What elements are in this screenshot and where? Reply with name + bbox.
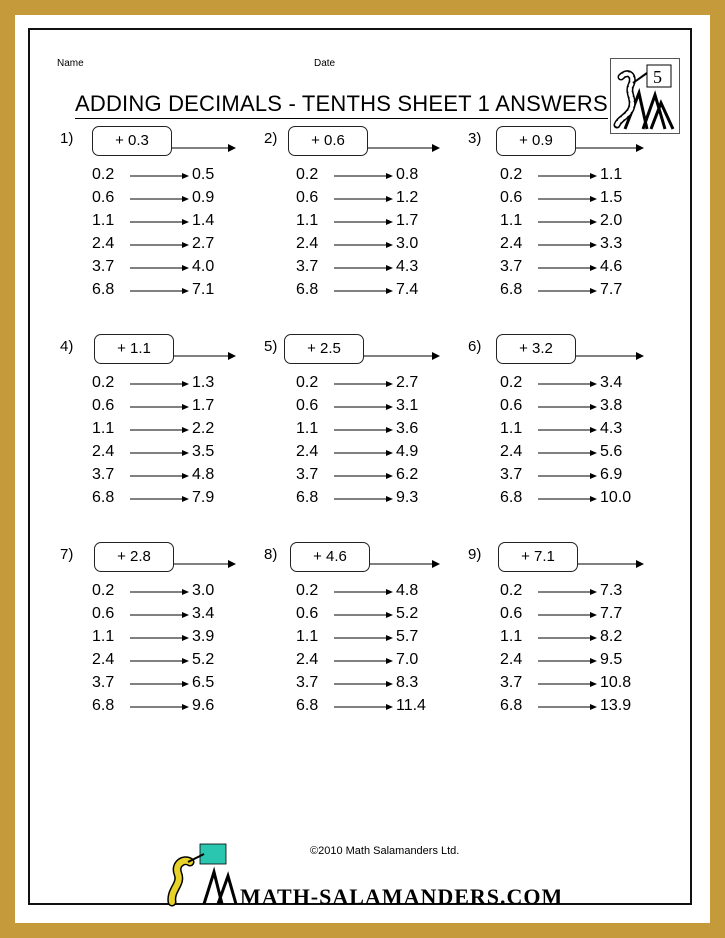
- answer-value: 1.2: [396, 189, 419, 206]
- right-arrow-icon: [334, 633, 394, 643]
- input-value: 3.7: [92, 466, 115, 483]
- right-arrow-icon: [130, 633, 190, 643]
- input-output-row: [296, 605, 466, 628]
- input-output-row: [92, 443, 262, 466]
- input-value: 0.6: [92, 605, 115, 622]
- problem-9: [468, 546, 658, 746]
- right-arrow-icon: [538, 217, 598, 227]
- answer-value: 10.8: [600, 674, 632, 691]
- input-output-row: [92, 281, 262, 304]
- input-value: 1.1: [92, 628, 115, 645]
- input-value: 2.4: [296, 235, 319, 252]
- problem-number: 8): [264, 546, 278, 563]
- right-arrow-icon: [538, 679, 598, 689]
- right-arrow-icon: [130, 494, 190, 504]
- input-value: 2.4: [92, 443, 115, 460]
- right-arrow-icon: [334, 587, 394, 597]
- input-value: 0.2: [92, 166, 115, 183]
- answer-value: 4.9: [396, 443, 419, 460]
- input-output-row: [296, 374, 466, 397]
- input-value: 0.2: [296, 582, 319, 599]
- right-arrow-icon: [130, 194, 190, 204]
- operator-box: + 3.2: [496, 334, 576, 364]
- input-value: 0.6: [296, 605, 319, 622]
- answer-value: 4.3: [600, 420, 623, 437]
- answer-value: 7.3: [600, 582, 623, 599]
- input-output-row: [92, 374, 262, 397]
- input-value: 6.8: [296, 697, 319, 714]
- answer-value: 13.9: [600, 697, 632, 714]
- input-value: 0.6: [296, 397, 319, 414]
- input-value: 3.7: [296, 674, 319, 691]
- answer-value: 6.5: [192, 674, 215, 691]
- input-output-row: [296, 466, 466, 489]
- input-output-row: [500, 374, 670, 397]
- right-arrow-icon: [130, 448, 190, 458]
- input-output-row: [500, 628, 670, 651]
- input-output-row: [92, 258, 262, 281]
- operator-box: + 7.1: [498, 542, 578, 572]
- answer-value: 2.0: [600, 212, 623, 229]
- answer-value: 7.7: [600, 281, 623, 298]
- input-value: 2.4: [92, 235, 115, 252]
- input-output-list: [92, 374, 262, 512]
- right-arrow-icon: [538, 425, 598, 435]
- input-output-row: [296, 489, 466, 512]
- input-output-row: [296, 582, 466, 605]
- input-value: 0.2: [296, 166, 319, 183]
- input-output-row: [92, 628, 262, 651]
- answer-value: 7.9: [192, 489, 215, 506]
- input-value: 2.4: [296, 443, 319, 460]
- problem-4: [60, 338, 250, 538]
- input-output-row: [296, 166, 466, 189]
- answer-value: 2.2: [192, 420, 215, 437]
- right-arrow-icon: [334, 194, 394, 204]
- input-value: 0.2: [500, 582, 523, 599]
- input-value: 3.7: [92, 674, 115, 691]
- answer-value: 0.9: [192, 189, 215, 206]
- problem-number: 7): [60, 546, 74, 563]
- copyright-text: ©2010 Math Salamanders Ltd.: [310, 845, 460, 857]
- answer-value: 9.6: [192, 697, 215, 714]
- input-value: 3.7: [500, 258, 523, 275]
- right-arrow-icon: [130, 471, 190, 481]
- input-value: 3.7: [92, 258, 115, 275]
- problem-8: [264, 546, 454, 746]
- input-value: 6.8: [92, 697, 115, 714]
- answer-value: 3.5: [192, 443, 215, 460]
- right-arrow-icon: [130, 379, 190, 389]
- input-value: 1.1: [500, 420, 523, 437]
- input-value: 0.6: [92, 397, 115, 414]
- input-value: 0.6: [500, 189, 523, 206]
- operator-box: + 2.5: [284, 334, 364, 364]
- answer-value: 2.7: [192, 235, 215, 252]
- input-output-row: [92, 605, 262, 628]
- right-arrow-icon: [334, 702, 394, 712]
- input-output-row: [500, 212, 670, 235]
- answer-value: 8.3: [396, 674, 419, 691]
- answer-value: 1.7: [192, 397, 215, 414]
- input-value: 0.2: [92, 374, 115, 391]
- problem-3: [468, 130, 658, 330]
- input-output-row: [296, 258, 466, 281]
- input-output-row: [92, 466, 262, 489]
- right-arrow-icon: [334, 240, 394, 250]
- input-output-row: [296, 420, 466, 443]
- right-arrow-icon: [538, 240, 598, 250]
- input-value: 3.7: [500, 674, 523, 691]
- input-value: 6.8: [296, 489, 319, 506]
- input-output-row: [92, 697, 262, 720]
- input-output-row: [92, 420, 262, 443]
- answer-value: 1.5: [600, 189, 623, 206]
- input-output-row: [296, 235, 466, 258]
- input-value: 2.4: [500, 443, 523, 460]
- right-arrow-icon: [334, 494, 394, 504]
- input-value: 1.1: [92, 420, 115, 437]
- input-output-row: [500, 674, 670, 697]
- right-arrow-icon: [334, 286, 394, 296]
- name-label: Name: [57, 58, 84, 69]
- right-arrow-icon: [334, 171, 394, 181]
- right-arrow-icon: [334, 379, 394, 389]
- right-arrow-icon: [538, 587, 598, 597]
- input-value: 0.2: [500, 374, 523, 391]
- input-output-row: [92, 212, 262, 235]
- input-output-row: [296, 189, 466, 212]
- right-arrow-icon: [130, 240, 190, 250]
- answer-value: 4.0: [192, 258, 215, 275]
- answer-value: 3.0: [192, 582, 215, 599]
- svg-text:5: 5: [653, 67, 662, 87]
- input-value: 3.7: [296, 258, 319, 275]
- input-output-row: [500, 281, 670, 304]
- right-arrow-icon: [538, 702, 598, 712]
- right-arrow-icon: [130, 702, 190, 712]
- answer-value: 7.4: [396, 281, 419, 298]
- worksheet-frame: [28, 28, 692, 909]
- date-label: Date: [314, 58, 336, 69]
- input-value: 2.4: [92, 651, 115, 668]
- answer-value: 3.9: [192, 628, 215, 645]
- right-arrow-icon: [538, 379, 598, 389]
- worksheet-page: [15, 15, 710, 923]
- input-output-list: [296, 166, 466, 304]
- operator-box: + 0.3: [92, 126, 172, 156]
- input-value: 0.2: [500, 166, 523, 183]
- input-output-row: [296, 281, 466, 304]
- right-arrow-icon: [130, 171, 190, 181]
- answer-value: 3.4: [600, 374, 623, 391]
- right-arrow-icon: [130, 656, 190, 666]
- input-value: 0.6: [92, 189, 115, 206]
- input-value: 1.1: [296, 420, 319, 437]
- answer-value: 4.8: [396, 582, 419, 599]
- right-arrow-icon: [130, 217, 190, 227]
- input-value: 1.1: [296, 212, 319, 229]
- right-arrow-icon: [130, 286, 190, 296]
- input-output-row: [296, 443, 466, 466]
- input-value: 3.7: [500, 466, 523, 483]
- answer-value: 5.2: [192, 651, 215, 668]
- input-output-row: [92, 189, 262, 212]
- answer-value: 9.5: [600, 651, 623, 668]
- operator-box: + 0.9: [496, 126, 576, 156]
- answer-value: 3.1: [396, 397, 419, 414]
- answer-value: 0.8: [396, 166, 419, 183]
- input-output-row: [500, 443, 670, 466]
- problem-1: [60, 130, 250, 330]
- right-arrow-icon: [538, 402, 598, 412]
- input-output-list: [296, 582, 466, 720]
- input-output-row: [500, 697, 670, 720]
- answer-value: 0.5: [192, 166, 215, 183]
- operator-box: + 2.8: [94, 542, 174, 572]
- right-arrow-icon: [538, 286, 598, 296]
- input-output-row: [92, 235, 262, 258]
- input-output-list: [500, 374, 670, 512]
- right-arrow-icon: [538, 610, 598, 620]
- input-output-row: [500, 235, 670, 258]
- answer-value: 5.2: [396, 605, 419, 622]
- problem-number: 3): [468, 130, 482, 147]
- input-output-row: [296, 397, 466, 420]
- answer-value: 3.0: [396, 235, 419, 252]
- input-output-row: [500, 651, 670, 674]
- answer-value: 7.1: [192, 281, 215, 298]
- right-arrow-icon: [130, 402, 190, 412]
- input-output-row: [92, 397, 262, 420]
- input-output-row: [92, 674, 262, 697]
- input-value: 6.8: [500, 489, 523, 506]
- problem-number: 6): [468, 338, 482, 355]
- input-output-row: [296, 651, 466, 674]
- problem-7: [60, 546, 250, 746]
- input-value: 0.6: [500, 397, 523, 414]
- problem-number: 5): [264, 338, 278, 355]
- answer-value: 7.7: [600, 605, 623, 622]
- right-arrow-icon: [538, 656, 598, 666]
- input-output-row: [500, 466, 670, 489]
- right-arrow-icon: [334, 217, 394, 227]
- page-title: ADDING DECIMALS - TENTHS SHEET 1 ANSWERS: [75, 91, 608, 119]
- input-output-row: [296, 697, 466, 720]
- answer-value: 1.3: [192, 374, 215, 391]
- input-output-list: [500, 582, 670, 720]
- right-arrow-icon: [538, 633, 598, 643]
- input-value: 1.1: [92, 212, 115, 229]
- operator-box: + 1.1: [94, 334, 174, 364]
- salamander-logo: [610, 58, 680, 134]
- right-arrow-icon: [538, 448, 598, 458]
- problem-6: [468, 338, 658, 538]
- input-output-row: [92, 582, 262, 605]
- right-arrow-icon: [334, 471, 394, 481]
- answer-value: 3.8: [600, 397, 623, 414]
- answer-value: 1.1: [600, 166, 623, 183]
- input-value: 2.4: [296, 651, 319, 668]
- input-value: 2.4: [500, 651, 523, 668]
- answer-value: 5.6: [600, 443, 623, 460]
- input-value: 1.1: [500, 212, 523, 229]
- answer-value: 9.3: [396, 489, 419, 506]
- problem-number: 2): [264, 130, 278, 147]
- input-value: 0.2: [92, 582, 115, 599]
- answer-value: 3.6: [396, 420, 419, 437]
- input-output-row: [92, 166, 262, 189]
- answer-value: 6.2: [396, 466, 419, 483]
- right-arrow-icon: [334, 679, 394, 689]
- right-arrow-icon: [334, 610, 394, 620]
- answer-value: 7.0: [396, 651, 419, 668]
- answer-value: 10.0: [600, 489, 632, 506]
- right-arrow-icon: [130, 263, 190, 273]
- input-value: 6.8: [296, 281, 319, 298]
- input-value: 2.4: [500, 235, 523, 252]
- input-value: 6.8: [500, 281, 523, 298]
- right-arrow-icon: [334, 448, 394, 458]
- problem-number: 9): [468, 546, 482, 563]
- right-arrow-icon: [130, 679, 190, 689]
- input-output-row: [500, 489, 670, 512]
- input-value: 0.6: [296, 189, 319, 206]
- input-output-list: [92, 166, 262, 304]
- input-output-list: [500, 166, 670, 304]
- input-value: 0.2: [296, 374, 319, 391]
- answer-value: 3.4: [192, 605, 215, 622]
- right-arrow-icon: [538, 194, 598, 204]
- answer-value: 6.9: [600, 466, 623, 483]
- right-arrow-icon: [334, 656, 394, 666]
- answer-value: 1.7: [396, 212, 419, 229]
- input-value: 6.8: [92, 489, 115, 506]
- problem-5: [264, 338, 454, 538]
- answer-value: 3.3: [600, 235, 623, 252]
- operator-box: + 4.6: [290, 542, 370, 572]
- answer-value: 1.4: [192, 212, 215, 229]
- svg-text:MATH-SALAMANDERS.COM: MATH-SALAMANDERS.COM: [240, 884, 560, 909]
- right-arrow-icon: [130, 610, 190, 620]
- input-output-row: [500, 397, 670, 420]
- input-output-row: [296, 628, 466, 651]
- input-output-list: [296, 374, 466, 512]
- problem-number: 4): [60, 338, 74, 355]
- input-output-list: [92, 582, 262, 720]
- input-value: 6.8: [500, 697, 523, 714]
- right-arrow-icon: [334, 425, 394, 435]
- input-output-row: [296, 674, 466, 697]
- right-arrow-icon: [538, 171, 598, 181]
- input-output-row: [500, 189, 670, 212]
- input-value: 1.1: [500, 628, 523, 645]
- answer-value: 4.6: [600, 258, 623, 275]
- right-arrow-icon: [538, 471, 598, 481]
- input-value: 3.7: [296, 466, 319, 483]
- answer-value: 8.2: [600, 628, 623, 645]
- input-value: 6.8: [92, 281, 115, 298]
- right-arrow-icon: [538, 263, 598, 273]
- answer-value: 2.7: [396, 374, 419, 391]
- answer-value: 5.7: [396, 628, 419, 645]
- salamander-logo-icon: [611, 59, 679, 133]
- right-arrow-icon: [334, 263, 394, 273]
- problem-number: 1): [60, 130, 74, 147]
- input-value: 1.1: [296, 628, 319, 645]
- input-output-row: [500, 258, 670, 281]
- input-output-row: [500, 605, 670, 628]
- problem-2: [264, 130, 454, 330]
- right-arrow-icon: [334, 402, 394, 412]
- answer-value: 4.3: [396, 258, 419, 275]
- input-output-row: [92, 651, 262, 674]
- operator-box: + 0.6: [288, 126, 368, 156]
- right-arrow-icon: [538, 494, 598, 504]
- right-arrow-icon: [130, 425, 190, 435]
- input-output-row: [92, 489, 262, 512]
- input-output-row: [500, 582, 670, 605]
- input-output-row: [296, 212, 466, 235]
- input-output-row: [500, 420, 670, 443]
- input-output-row: [500, 166, 670, 189]
- answer-value: 11.4: [396, 697, 426, 714]
- input-value: 0.6: [500, 605, 523, 622]
- right-arrow-icon: [130, 587, 190, 597]
- answer-value: 4.8: [192, 466, 215, 483]
